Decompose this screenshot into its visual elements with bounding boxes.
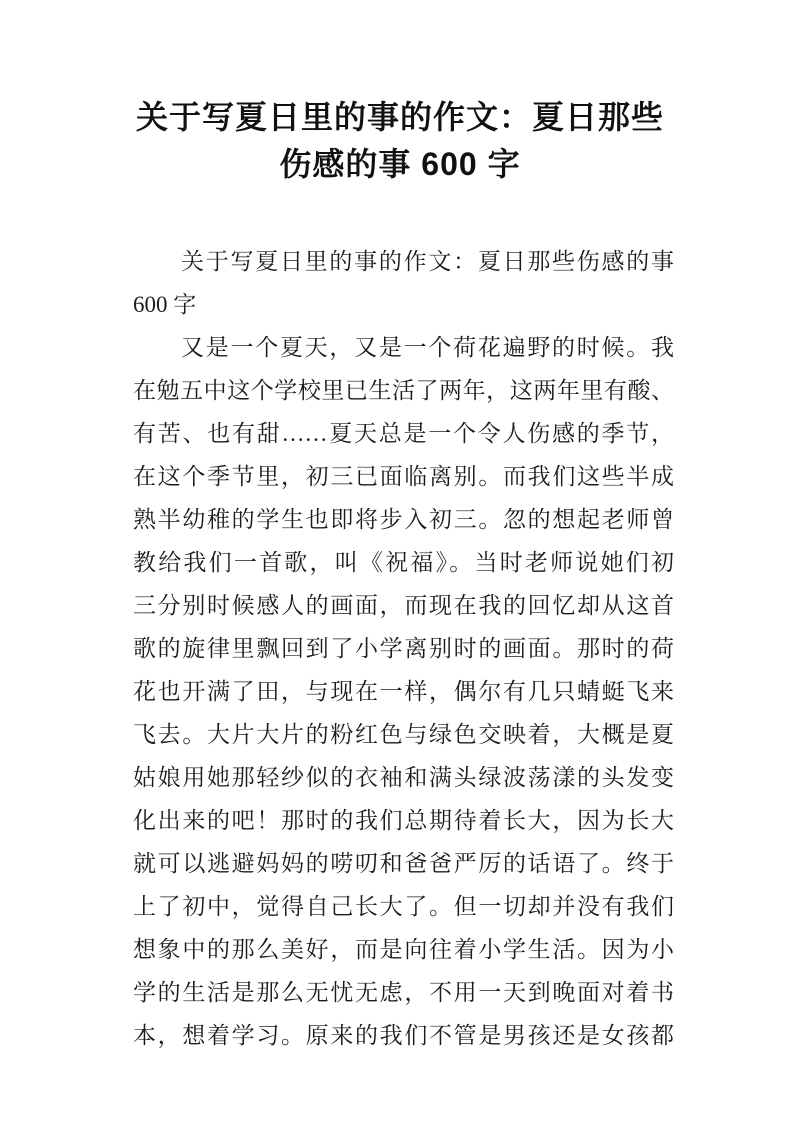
text-line: 本，想着学习。原来的我们不管是男孩还是女孩都 bbox=[133, 1023, 674, 1048]
text-line: 三分别时候感人的画面，而现在我的回忆却从这首 bbox=[133, 593, 674, 618]
text-line: 又是一个夏天，又是一个荷花遍野的时候。我 bbox=[181, 335, 674, 360]
text-line: 上了初中，觉得自己长大了。但一切却并没有我们 bbox=[133, 894, 674, 919]
text-line: 花也开满了田，与现在一样，偶尔有几只蜻蜓飞来 bbox=[133, 679, 674, 704]
text-line: 关于写夏日里的事的作文：夏日那些伤感的事 bbox=[181, 249, 674, 274]
text-line: 在这个季节里，初三已面临离别。而我们这些半成 bbox=[133, 464, 674, 489]
paragraph-essay-body bbox=[133, 326, 674, 1057]
text-line: 熟半幼稚的学生也即将步入初三。忽的想起老师曾 bbox=[133, 507, 674, 532]
text-line: 化出来的吧！那时的我们总期待着长大，因为长大 bbox=[133, 808, 674, 833]
page-title-line: 关于写夏日里的事的作文：夏日那些 bbox=[135, 99, 664, 135]
text-line: 歌的旋律里飘回到了小学离别时的画面。那时的荷 bbox=[133, 636, 674, 661]
text-line: 有苦、也有甜……夏天总是一个令人伤感的季节， bbox=[133, 421, 674, 446]
page-title bbox=[70, 94, 730, 188]
paragraph-heading-repeat bbox=[133, 240, 674, 326]
text-line: 姑娘用她那轻纱似的衣袖和满头绿波荡漾的头发变 bbox=[133, 765, 674, 790]
text-line: 教给我们一首歌，叫《祝福》。当时老师说她们初 bbox=[133, 550, 674, 575]
text-line: 就可以逃避妈妈的唠叨和爸爸严厉的话语了。终于 bbox=[133, 851, 674, 876]
text-line: 学的生活是那么无忧无虑，不用一天到晚面对着书 bbox=[133, 980, 674, 1005]
document-page bbox=[0, 94, 800, 1132]
text-line: 在勉五中这个学校里已生活了两年，这两年里有酸、 bbox=[133, 378, 674, 403]
document-body bbox=[133, 240, 674, 1057]
page-title-line: 伤感的事 600 字 bbox=[279, 146, 521, 182]
text-line: 想象中的那么美好，而是向往着小学生活。因为小 bbox=[133, 937, 674, 962]
text-line: 飞去。大片大片的粉红色与绿色交映着，大概是夏 bbox=[133, 722, 674, 747]
text-line: 600 字 bbox=[133, 292, 197, 317]
